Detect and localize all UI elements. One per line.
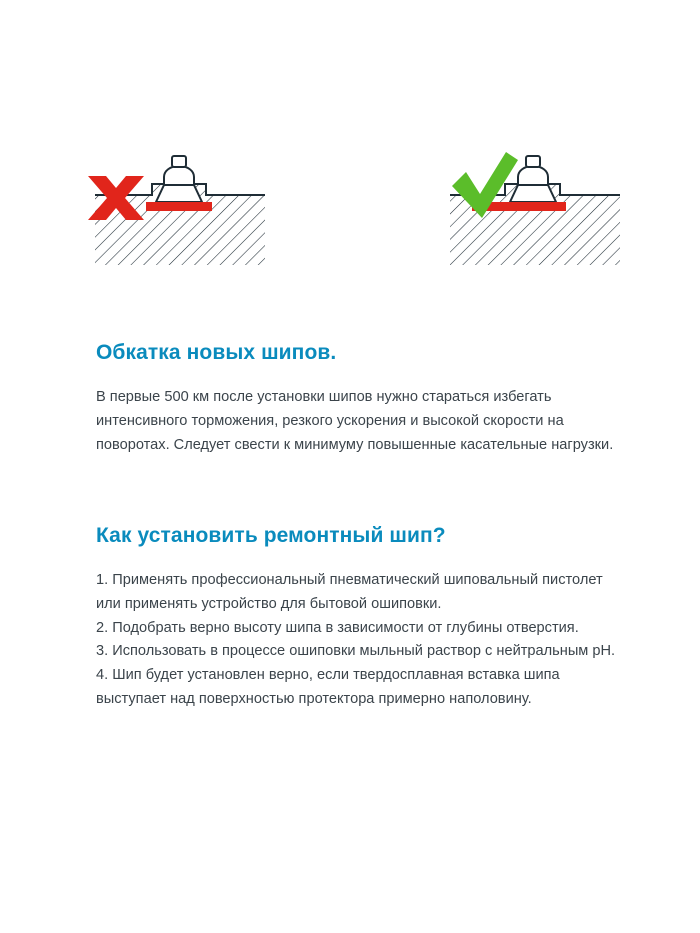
correct-installation-diagram [450, 150, 700, 290]
section-how-to-install [96, 523, 616, 711]
section-title-how-to-install: Как установить ремонтный шип? [96, 524, 446, 548]
stud-outline [156, 156, 202, 202]
section-title-run-in: Обкатка новых шипов. [96, 341, 337, 364]
section-run-in [96, 340, 616, 457]
incorrect-installation-diagram [80, 150, 370, 290]
list-item: 3. Использовать в процессе ошиповки мыльный раствор с нейтральным pH. [96, 643, 616, 660]
document-content [96, 340, 616, 711]
figure-correct-installation [450, 150, 700, 290]
list-item: 2. Подобрать верно высоту шипа в зависимости от глубины отверстия. [96, 619, 579, 636]
section-paragraph-run-in: В первые 500 км после установки шипов нужно стараться избегать интенсивного торможения, резкого ускорения и высокой скорости на поворотах. Следует свести к минимуму повышенные касательные нагрузки. [96, 389, 614, 453]
carbide-insert [526, 156, 540, 167]
carbide-insert [172, 156, 186, 167]
list-item: 1. Применять профессиональный пневматический шиповальный пистолет или применять устройство для бытовой ошиповки. [96, 572, 603, 613]
figure-incorrect-installation [80, 150, 370, 290]
illustration-band [0, 150, 700, 290]
stud-outline [510, 156, 556, 202]
stud-base-flange [146, 202, 212, 211]
list-item: 4. Шип будет установлен верно, если твердосплавная вставка шипа выступает над поверхностью протектора примерно наполовину. [96, 666, 560, 707]
numbered-instruction-list [96, 569, 616, 711]
